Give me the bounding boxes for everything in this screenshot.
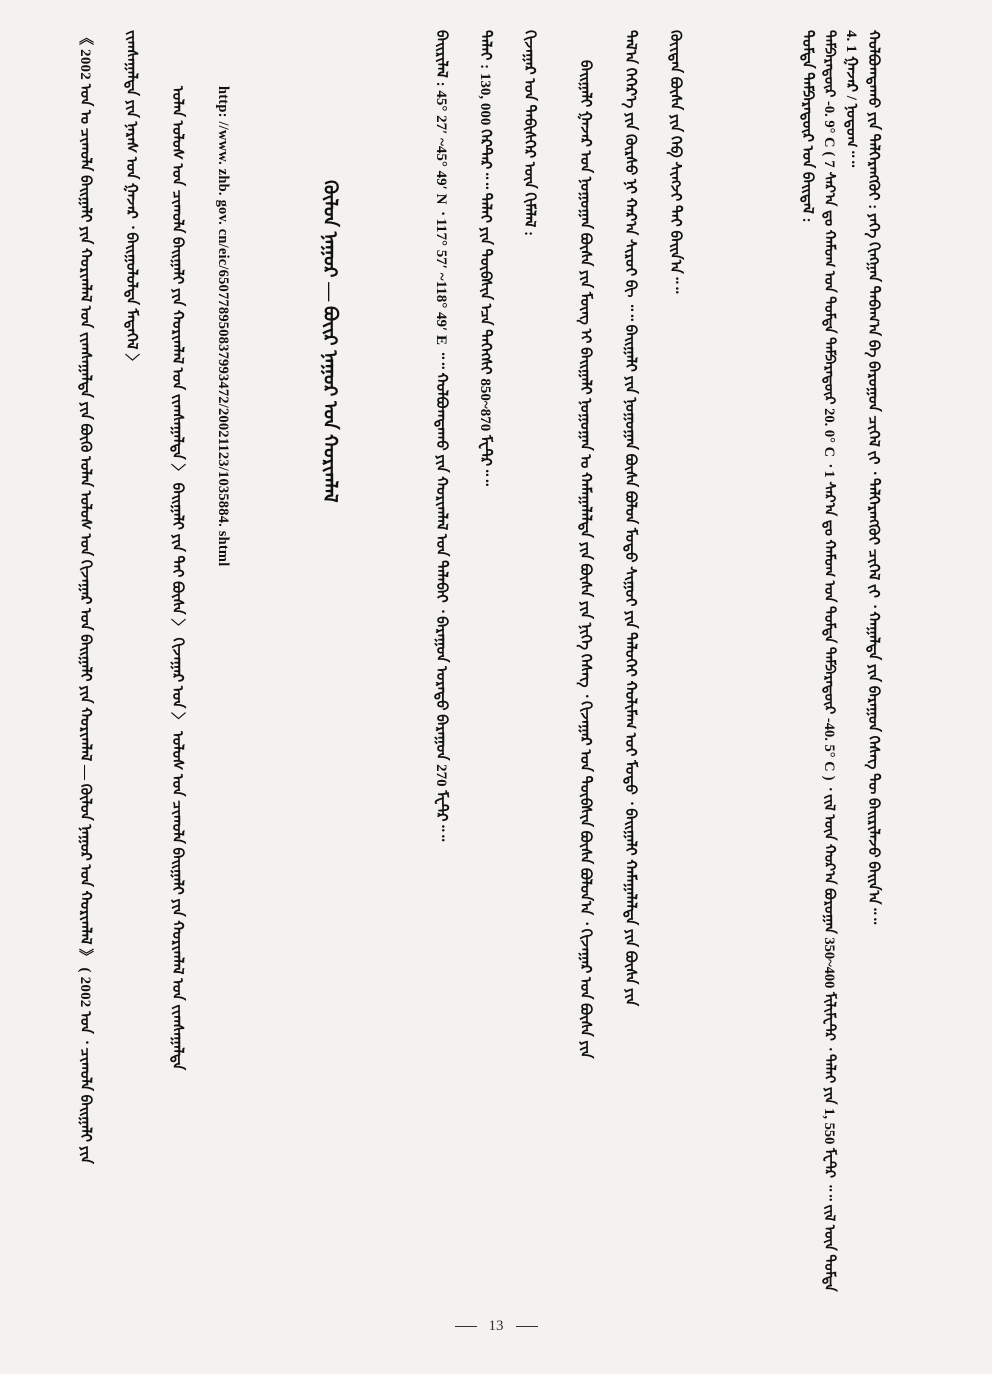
- text-column-4: ᠳᠤᠮᠳᠠ ᠲᠡᠮᠫᠡᠷᠠᠲᠦ᠋ᠷ ᠤᠨ ᠪᠠᠢᠳᠠᠯ :: [799, 30, 815, 223]
- footer-dash-right: [516, 1326, 538, 1327]
- coordinates-line: ᠪᠠᠢᠷᠢᠯᠠᠯ : 45° 27′ ~45° 49′ N ᠂ 117° 57′ ~118° 49′ E ᠃᠃ ᠬᠣᠯᠪᠣᠭᠳᠠᠬᠤ ᠶᠢᠨ ᠬᠣᠷᠢᠭᠯᠠᠯ ᠤᠨ ᠲᠠᠯᠠᠪᠠᠢ ᠂ ᠪᠠᠷᠠᠭᠤᠨ ᠤᠷᠠᠳᠤ ᠪᠠᠷᠠᠭᠤᠨ 270 ᠮᠧᠲ᠋ᠷ᠃᠃: [433, 30, 449, 842]
- text-column-13: ᠣᠯᠠᠨ ᠤᠯᠤᠰ ᠤᠨ ᠴᠢᠬᠤᠯᠠ ᠪᠠᠢᠭᠠᠯᠢ ᠶᠢᠨ ᠬᠣᠷᠢᠭᠯᠠᠯ ᠤᠨ ᠵᠢᠭᠰᠠᠭᠠᠯᠲᠠ 〉 ᠪᠠᠢᠭᠠᠯᠢ ᠶᠢᠨ ᠲᠠᠢ ᠪᠦᠰᠡ 〉 ᠬᠢᠵᠠᠭᠠᠷ ᠤᠨ 〉 ᠤᠯᠤᠰ ᠤᠨ ᠴᠢᠬᠤᠯᠠ ᠪᠠᠢᠭᠠᠯᠢ ᠶᠢᠨ ᠬᠣᠷᠢᠭᠯᠠᠯ ᠤᠨ ᠵᠢᠭᠰᠠᠭᠠᠯᠲᠠ: [169, 86, 185, 1071]
- area-line: ᠳᠠᠯᠠᠢ : 130, 000 ᠭᠡᠺᠲ᠋ᠠᠷ᠃᠃ ᠳᠠᠯᠠᠢ ᠶᠢᠨ ᠲᠦᠪᠰᠢᠨ ᠡᠴᠡ ᠳᠡᠭᠡᠭᠰᠢ 850~870 ᠮᠧᠲ᠋ᠷ᠃᠃: [477, 30, 493, 486]
- section-title: ᠬᠦᠯᠦᠨ ᠨᠠᠭᠤᠷ — ᠪᠦᠢᠷ ᠨᠠᠭᠤᠷ ᠤᠨ ᠬᠣᠷᠢᠭᠯᠠᠯ: [319, 180, 340, 503]
- text-column-5: ᠬᠦᠢᠲᠡᠨ ᠪᠦᠰᠡ ᠶᠢᠨ ᠬᠡᠪ ᠰᠢᠩᠵᠢ ᠲᠠᠢ ᠪᠠᠢᠨ᠎ᠠ᠃᠃: [667, 30, 683, 294]
- text-column-3: ᠲᠡᠮᠫᠡᠷᠠᠲᠦ᠋ᠷ -0. 9° C ( 7 ᠰᠠᠷ᠎ᠠ ᠳᠤ ᠬᠠᠮᠤᠭ ᠤᠨ ᠳᠤᠮᠳᠠ ᠲᠡᠮᠫᠡᠷᠠᠲᠦ᠋ᠷ 20. 0° C ᠂ 1 ᠰᠠᠷ᠎ᠠ ᠳᠤ ᠬᠠᠮᠤᠭ ᠤᠨ ᠳᠤᠮᠳᠠ ᠲᠡᠮᠫᠡᠷᠠᠲᠦ᠋ᠷ -40. 5° C ) ᠂ ᠵᠢᠯ ᠦᠨ ᠬᠤᠷ᠎ᠠ ᠪᠤᠷᠤᠭᠠᠨ 350~400 ᠮᠢᠯᠢᠮᠧᠲ᠋ᠷ ᠂ ᠳᠠᠯᠠᠢ ᠶᠢᠨ 1, 550 ᠮᠧᠲ᠋ᠷ ᠃᠃ ᠵᠢᠯ ᠦᠨ ᠳᠤᠮᠳᠠ: [821, 30, 837, 1292]
- text-column-15: 《 2002 ᠣᠨ ᠤ ᠴᠢᠬᠤᠯᠠ ᠪᠠᠢᠭᠠᠯᠢ ᠶᠢᠨ ᠬᠣᠷᠢᠭᠯᠠᠯ ᠤᠨ ᠵᠢᠭᠰᠠᠭᠠᠯᠲᠠ ᠶᠢᠨ ᠪᠦᠬᠦ ᠣᠯᠠᠨ ᠤᠯᠤᠰ ᠤᠨ ᠬᠢᠵᠠᠭᠠᠷ ᠤᠨ ᠪᠠᠢᠭᠠᠯᠢ ᠶᠢᠨ ᠬᠣᠷᠢᠭᠯᠠᠯ — ᠬᠦᠯᠦᠨ ᠨᠠᠭᠤᠷ ᠤᠨ ᠬᠣᠷᠢᠭᠯᠠᠯ 》 ( 2002 ᠣᠨ ᠂ ᠴᠢᠬᠤᠯᠠ ᠪᠠᠢᠭᠠᠯᠢ ᠶᠢᠨ: [77, 30, 93, 1164]
- text-column-6: ᠲᠠᠯ᠎ᠠ ᠬᠡᠭᠡᠷ᠎ᠡ ᠶᠢᠨ ᠬᠦᠷᠰᠦ ᠨᠢ ᠬᠠᠷ᠎ᠠ ᠰᠢᠷᠤᠢ ᠪᠢ ᠃᠃ ᠪᠠᠢᠭᠠᠯᠢ ᠶᠢᠨ ᠨᠣᠭᠣᠭᠠᠨ ᠪᠦᠰᠡ ᠪᠣᠯᠤᠨ ᠮᠣᠳᠤ ᠰᠢᠭᠤᠢ ᠶᠢᠨ ᠲᠡᠯᠦᠭᠡᠢ ᠬᠣᠯᠢᠮᠠᠭ ᠣᠢ ᠮᠣᠳᠤ ᠂ ᠪᠠᠢᠭᠠᠯᠢ ᠬᠠᠮᠠᠭᠠᠯᠠᠯᠲᠠ ᠶᠢᠨ ᠪᠦᠰᠡ ᠶᠢᠨ: [622, 30, 638, 1007]
- text-column-14: ᠵᠢᠭᠰᠠᠭᠠᠯᠲᠠ ᠶᠢᠨ ᠨᠡᠷᠡᠰ ᠤᠨ ᠭᠠᠵᠠᠷ ᠂ ᠪᠠᠢᠭᠤᠯᠤᠯᠲᠠ ᠮᠡᠳᠡᠭᠡᠯ 〉: [123, 30, 139, 369]
- section-heading-4-1: 4. 1 ᠭᠠᠵᠠᠷ / ᠨᠤᠲᠤᠭ᠃᠃: [843, 30, 859, 168]
- footer-dash-left: [455, 1326, 477, 1327]
- page-number: 13: [488, 1318, 504, 1334]
- source-url[interactable]: http: //www. zhb. gov. cn/eic/650778950837993472/20021123/1035884. shtml: [215, 86, 231, 567]
- text-column-7: ᠪᠠᠢᠭᠠᠯᠢ ᠭᠠᠵᠠᠷ ᠤᠨ ᠨᠣᠭᠣᠭᠠᠨ ᠪᠦᠰᠡ ᠶᠢᠨ ᠮᠥᠩ ᠢ ᠪᠠᠢᠭᠠᠯᠢ ᠨᠣᠭᠣᠭᠠᠨ ᠤ ᠬᠠᠮᠠᠭᠠᠯᠠᠯᠲᠠ ᠶᠢᠨ ᠪᠦᠰᠡ ᠶᠢᠨ ᠨᠢᠭᠡ ᠬᠡᠰᠡᠭ ᠂ ᠬᠢᠵᠠᠭᠠᠷ ᠤᠨ ᠲᠦᠪᠰᠢᠨ ᠪᠦᠰᠡ ᠪᠣᠯᠤᠨ᠎ᠠ ᠂ ᠬᠢᠵᠠᠭᠠᠷ ᠤᠨ ᠪᠦᠰᠡ ᠶᠢᠨ: [577, 60, 593, 1059]
- text-column-8: ᠬᠢᠵᠠᠭᠠᠷ ᠤᠨ ᠳᠡᠪᠢᠰᠬᠡᠷ ᠦᠨ ᠬᠢᠮᠠᠯᠠᠯ :: [521, 30, 537, 237]
- page-footer: [0, 1318, 992, 1335]
- text-column-1: ᠬᠣᠯᠪᠣᠭᠳᠠᠬᠤ ᠶᠢᠨ ᠳᠡᠯᠭᠡᠷᠡᠩᠭᠦᠢ : ᠶᠡᠬᠡ ᠬᠢᠩᠭᠠᠨ ᠳᠠᠪᠠᠭ᠎ᠠ ᠪᠠ ᠪᠠᠷᠤᠭᠤᠨ ᠴᠢᠭᠡᠯ ᠵᠢ ᠂ ᠲᠡᠯᠭᠡᠷᠡᠩᠭᠦᠢ ᠴᠢᠭᠡᠯ ᠵᠢ ᠂ ᠬᠠᠭᠠᠯᠳᠠ ᠶᠢᠨ ᠪᠠᠷᠠᠭᠤᠨ ᠬᠡᠰᠡᠭ ᠲᠦ ᠪᠠᠢᠷᠢᠯᠠᠵᠤ ᠪᠠᠢᠨ᠎ᠠ᠃᠃: [865, 30, 881, 925]
